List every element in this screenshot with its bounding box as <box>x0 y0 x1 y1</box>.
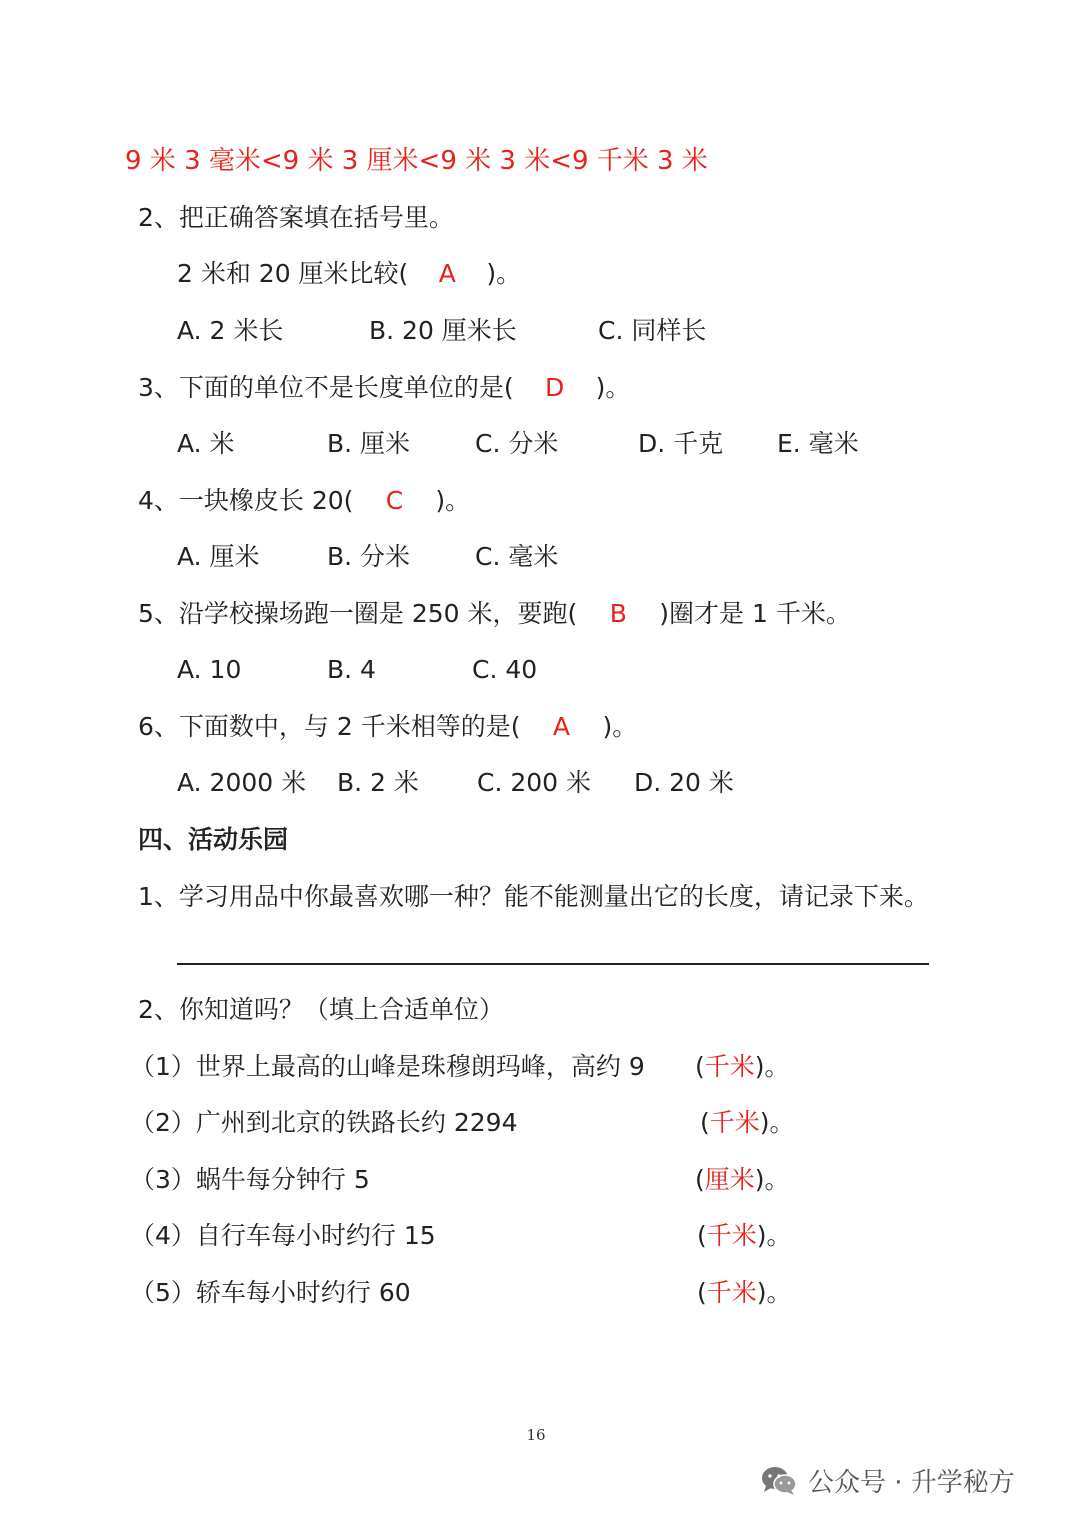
watermark <box>760 1462 1015 1499</box>
question-3-answer: D <box>545 373 565 402</box>
fill-item-4-answer <box>697 1219 792 1253</box>
fill-item-5-answer <box>697 1276 792 1310</box>
fill-item-3: （3）蜗牛每分钟行 5 <box>130 1165 370 1194</box>
fill-item-3-answer <box>695 1163 790 1197</box>
option: B. 分米 <box>327 542 411 571</box>
unit-answer: 厘米 <box>704 1165 755 1194</box>
option: A. 2000 米 <box>177 768 307 797</box>
option: C. 200 米 <box>477 768 592 797</box>
question-5-answer: B <box>609 599 627 628</box>
question-2-close: )。 <box>486 259 522 288</box>
paren-open: ( <box>695 1165 705 1194</box>
question-6-answer: A <box>552 712 571 741</box>
question-3-stem <box>138 371 630 405</box>
question-4-stem <box>138 484 470 518</box>
option: B. 厘米 <box>327 429 411 458</box>
question-5-stem <box>138 597 851 631</box>
option: C. 同样长 <box>598 316 707 345</box>
option: C. 毫米 <box>475 542 559 571</box>
question-6-stem-text: 6、下面数中，与 2 千米相等的是( <box>138 712 521 741</box>
option: E. 毫米 <box>777 429 859 458</box>
question-3-close: )。 <box>595 373 631 402</box>
section-4-question-2: 2、你知道吗？（填上合适单位） <box>138 995 504 1024</box>
paren-open: ( <box>695 1052 705 1081</box>
question-3-stem-text: 3、下面的单位不是长度单位的是( <box>138 373 514 402</box>
section-4-question-1: 1、学习用品中你最喜欢哪一种？能不能测量出它的长度，请记录下来。 <box>138 882 929 911</box>
question-4-options <box>0 540 1080 574</box>
comparison-answer: 9 米 3 毫米<9 米 3 厘米<9 米 3 米<9 千米 3 米 <box>125 146 708 176</box>
question-6-close: )。 <box>602 712 638 741</box>
option: D. 20 米 <box>634 768 734 797</box>
paren-open: ( <box>697 1278 707 1307</box>
option: D. 千克 <box>638 429 724 458</box>
question-6-stem <box>138 710 637 744</box>
option: C. 分米 <box>475 429 559 458</box>
unit-answer: 千米 <box>706 1278 757 1307</box>
wechat-icon <box>760 1465 798 1497</box>
paren-open: ( <box>697 1221 707 1250</box>
paren-close: )。 <box>754 1052 790 1081</box>
option: B. 4 <box>327 655 376 684</box>
unit-answer: 千米 <box>706 1221 757 1250</box>
question-6-options <box>0 766 1080 800</box>
question-3-options <box>0 427 1080 461</box>
option: B. 20 厘米长 <box>369 316 517 345</box>
question-4-stem-text: 4、一块橡皮长 20( <box>138 486 354 515</box>
option: A. 10 <box>177 655 242 684</box>
answer-blank-line <box>177 963 929 965</box>
question-2-stem-text: 2 米和 20 厘米比较( <box>177 259 409 288</box>
question-5-options <box>0 653 1080 687</box>
option: A. 2 米长 <box>177 316 284 345</box>
paren-close: )。 <box>756 1278 792 1307</box>
fill-item-2: （2）广州到北京的铁路长约 2294 <box>130 1108 518 1137</box>
section-4-heading: 四、活动乐园 <box>138 825 289 854</box>
question-4-close: )。 <box>435 486 471 515</box>
option: A. 米 <box>177 429 235 458</box>
fill-item-2-answer <box>700 1106 795 1140</box>
paren-close: )。 <box>756 1221 792 1250</box>
question-2-title: 2、把正确答案填在括号里。 <box>138 203 454 232</box>
watermark-text: 公众号 · 升学秘方 <box>808 1468 1015 1498</box>
question-4-answer: C <box>385 486 404 515</box>
question-2-answer: A <box>438 259 456 288</box>
page-number: 16 <box>526 1426 546 1444</box>
unit-answer: 千米 <box>709 1108 760 1137</box>
question-5-stem-text: 5、沿学校操场跑一圈是 250 米，要跑( <box>138 599 578 628</box>
option: C. 40 <box>472 655 538 684</box>
question-5-close: )圈才是 1 千米。 <box>659 599 851 628</box>
unit-answer: 千米 <box>704 1052 755 1081</box>
fill-item-1-answer <box>695 1050 790 1084</box>
option: A. 厘米 <box>177 542 260 571</box>
paren-close: )。 <box>754 1165 790 1194</box>
fill-item-1: （1）世界上最高的山峰是珠穆朗玛峰，高约 9 <box>130 1052 645 1081</box>
question-2-options <box>0 314 1080 348</box>
option: B. 2 米 <box>337 768 419 797</box>
fill-item-5: （5）轿车每小时约行 60 <box>130 1278 411 1307</box>
fill-item-4: （4）自行车每小时约行 15 <box>130 1221 436 1250</box>
paren-close: )。 <box>759 1108 795 1137</box>
question-2-stem <box>177 257 521 291</box>
paren-open: ( <box>700 1108 710 1137</box>
